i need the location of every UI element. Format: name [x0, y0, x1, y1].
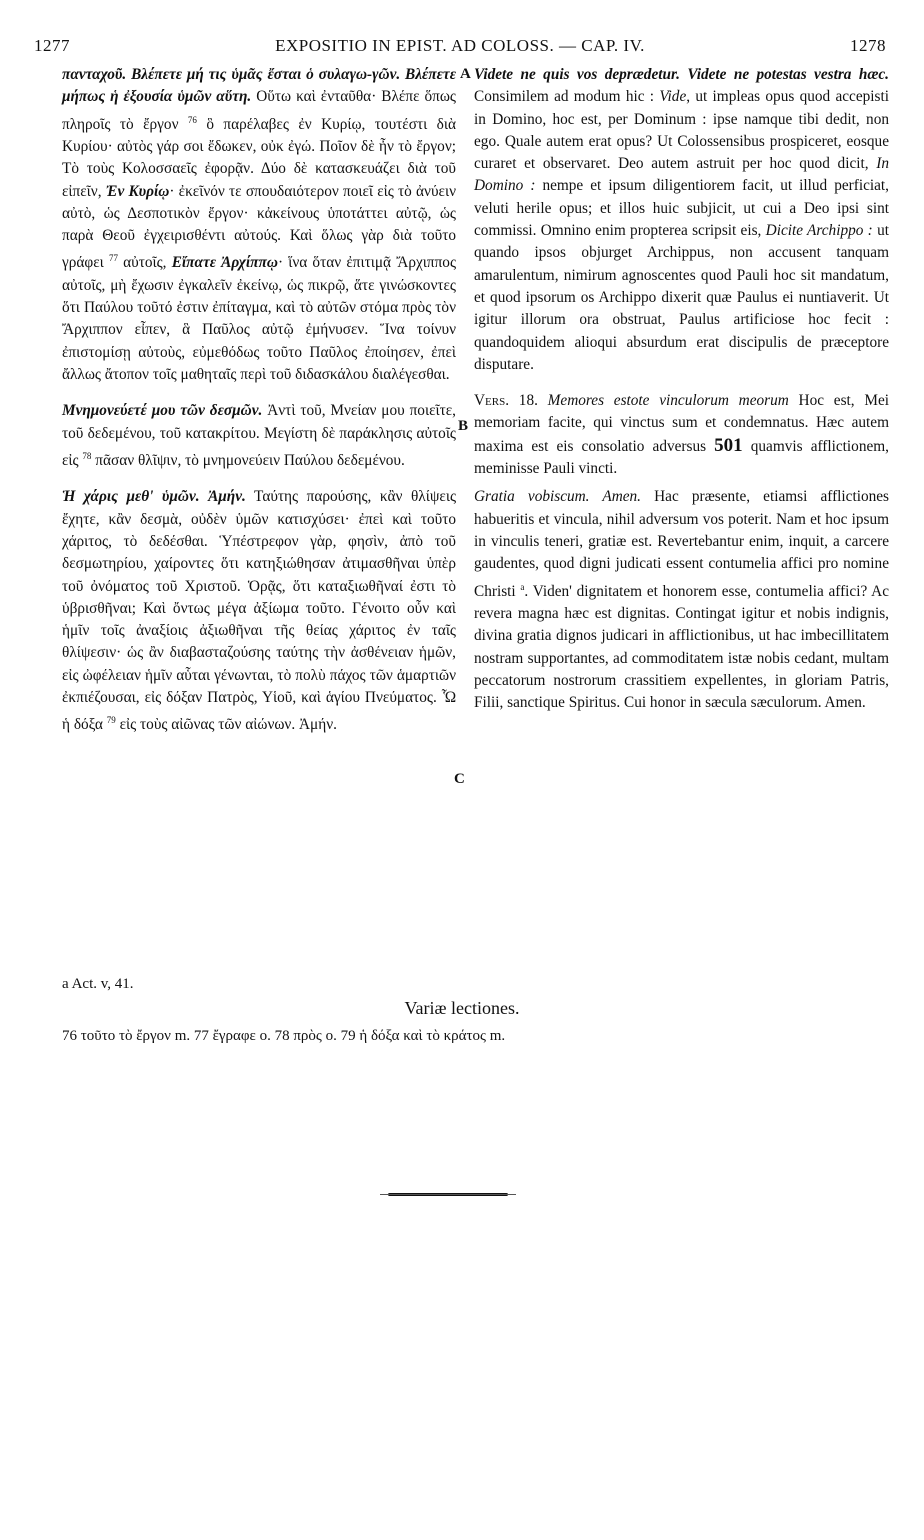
text-run: Ἐν Κυρίῳ	[105, 182, 170, 200]
text-run: Gratia vobiscum. Amen.	[474, 488, 641, 506]
margin-marker-c: C	[454, 771, 465, 787]
text-run: Vers. 18.	[474, 392, 538, 410]
latin-column	[474, 64, 889, 714]
text-run: · ἐκεῖνόν τε σπουδαιότερον ποιεῖ εἰς τὸ ἀνύειν αὐτὸ, ὡς Δεσποτικὸν ἔργον· κἀκείνους ὑποτάττει αὐτῷ, ὡς παρὰ Θεοῦ ἐγχειρισθέντι αὐτούς. Καὶ ὅλως γὰρ διὰ τοῦτο γράφει	[62, 182, 456, 272]
text-run: Hoc est, Mei memoriam facite, qui vinctus sum et condemnatus. Hæc autem maxima est eis consolatio adversus	[474, 392, 889, 455]
page-number-left: 1277	[34, 36, 70, 55]
text-run: . Viden' dignitatem et honorem esse, contumelia affici? Ac revera magna hæc est dignitas. Contingat igitur et nobis indignis, divina gratia dignos judicari in afflictionibus, ut hac imbecillitatem nostram supportantes, ad commoditatem istæ nobis cedant, multam peccatorum nostrorum crassitiem expellentes, in gloriam Patris, Filii, sanctique Spiritus. Cui honor in sæcula sæculorum. Amen.	[474, 582, 889, 712]
latin-paragraph-2	[474, 390, 889, 480]
text-run: a	[520, 581, 525, 592]
text-run: Memores estote vinculorum meorum	[537, 392, 789, 410]
text-run: 78	[82, 450, 92, 461]
latin-paragraph-1	[474, 64, 889, 376]
page-header	[34, 36, 886, 60]
text-run: nempe et ipsum diligentiorem facit, ut illud perficiat, veluti herile opus; et illos huic subjicit, ut cui a Deo ipsi sint commissi. Omnino enim propterea scripsit eis,	[474, 177, 889, 240]
text-run: 77	[108, 253, 118, 264]
text-run: , ut impleas opus quod accepisti in Domino, hoc est, per Dominum : ipse namque tibi dedit, non ego. Quale autem erat opus? Ut Colossensibus prospiceret, eosque curaret et observaret. Deo autem astruit per hoc quod dicit,	[474, 88, 889, 173]
text-run: πανταχοῦ. Βλέπετε μή τις ὑμᾶς ἔσται ὁ συλαγω-	[62, 66, 373, 83]
variae-lectiones-text: 76 τοῦτο τὸ ἔργον m. 77 ἔγραφε o. 78 πρὸς o. 79 ἡ δόξα καὶ τὸ κράτος m.	[62, 1028, 506, 1044]
text-run: Ἀντὶ τοῦ, Μνείαν μου ποιεῖτε, τοῦ δεδεμένου, τοῦ κατακρίτου. Μεγίστη δὲ παράκλησις αὐτοῖς εἰς	[62, 402, 457, 470]
page-number-right: 1278	[850, 36, 886, 55]
text-run: Μνημονεύετέ μου τῶν δεσμῶν.	[62, 402, 263, 420]
text-run: ὃ παρέλαβες ἐν Κυρίῳ, τουτέστι διὰ Κυρίου· αὐτὸς γάρ σοι ἔδωκεν, οὐκ ἐγώ. Ποῖον δὲ ἦν τὸ ἔργον; Τὸ τοὺς Κολοσσαεῖς ἐφορᾷν. Δύο δὲ κατασκευάζει διὰ τοῦ εἰπεῖν,	[62, 115, 456, 200]
text-run: γῶν. Βλέπετε μήπως ἡ ἐξουσία ὑμῶν αὕτη.	[62, 66, 456, 106]
text-run: Dicite Archippo :	[765, 222, 873, 240]
text-run: 79	[106, 715, 116, 726]
text-run: Videte ne quis vos deprædetur. Videte ne potestas vestra hæc.	[474, 66, 889, 83]
greek-paragraph-2	[62, 400, 456, 472]
text-run: Εἴπατε Ἀρχίππῳ	[171, 254, 278, 272]
running-title: EXPOSITIO IN EPIST. AD COLOSS. — CAP. IV.	[275, 36, 645, 55]
text-run: quamvis afflictionem, meminisse Pauli vincti.	[474, 437, 889, 478]
text-run: 501	[714, 434, 743, 456]
text-run: Ταύτης παρούσης, κἂν θλίψεις ἔχητε, κἂν δεσμὰ, οὐδὲν ὑμῶν κατισχύσει· ἐπεὶ καὶ τοῦτο χάριτος, τὸ δεδέσθαι. Ὑπέστρεφον γὰρ, φησὶν, ἀπὸ τοῦ δεσμωτηρίου, χαίροντες ὅτι κατηξιώθησαν ἀτιμασθῆναι ὑπὲρ τοῦ ὀνόματος τοῦ Χριστοῦ. Ὁρᾷς, ὅτι καταξιωθῆναί ἐστι τὸ ὑβρισθῆναι; Καὶ ὄντως μέγα ἀξίωμα τοῦτο. Γένοιτο οὖν καὶ ἡμῖν τοῖς ἀναξίοις ἀξιωθῆναι τῆς θείας χάριτος ἐν ταῖς θλίψεσιν· ὡς ἂν διαβασταζούσης ταύτης τὴν ἀσθένειαν ἡμῶν, εἰς ὠφέλειαν ἡμῖν αὗται γένωνται, τὸ πολὺ πάχος τῶν ἁμαρτιῶν ἐκπιέζουσαι, εἰς δόξαν Πατρὸς, Υἱοῦ, καὶ ἁγίου Πνεύματος. Ὧ ἡ δόξα	[62, 488, 457, 734]
margin-marker-a: A	[460, 66, 471, 82]
footnote: a Act. v, 41.	[62, 976, 134, 992]
text-run: αὐτοῖς,	[117, 254, 172, 272]
text-run: Hac præsente, etiamsi afflictiones habueritis et vincula, nihil adversum vos poterit. Nam et hoc ipsum in vinculis teneri, gratiæ est. Revertebantur enim, inquit, a carcere gaudentes, quod digni judicati essent contumelia affici pro nomine Christi	[474, 488, 889, 600]
decorative-rule	[388, 1193, 508, 1196]
variae-lectiones-title: Variæ lectiones.	[404, 998, 520, 1018]
text-run: εἰς τοὺς αἰῶνας τῶν αἰώνων. Ἀμήν.	[115, 716, 337, 734]
text-run: Οὕτω καὶ ἐνταῦθα· Βλέπε ὅπως πληροῖς τὸ ἔργον	[62, 88, 456, 133]
latin-paragraph-3	[474, 486, 889, 714]
text-run: ut quando ipsos objurget Archippus, non accusent tanquam amarulentum, nimirum agnoscentes quod Pauli hoc sit mandatum, et quod ipsorum os Archippo dixerit quæ Paulus ei nuntiaverit. Ut igitur illorum ora obstruat, Paulus artificiose hoc fecit : quandoquidem alioqui absurdum erat discipulis de præceptore disputare.	[474, 222, 889, 373]
text-run: Vide	[659, 88, 687, 106]
greek-column	[62, 64, 456, 737]
greek-paragraph-3	[62, 486, 456, 736]
text-run: Ἡ χάρις μεθ' ὑμῶν. Ἀμήν.	[62, 488, 246, 506]
text-run: 76	[187, 114, 197, 125]
greek-paragraph-1	[62, 64, 456, 386]
text-run: πᾶσαν θλῖψιν, τὸ μνημονεύειν Παύλου δεδεμένου.	[91, 452, 405, 470]
margin-marker-b: B	[458, 418, 469, 434]
text-run: Consimilem ad modum hic :	[474, 88, 660, 106]
text-run: In Domino :	[474, 155, 889, 195]
text-run: · ἵνα ὅταν ἐπιτιμᾷ Ἄρχιππος αὐτοῖς, μὴ ἔχωσιν ἐγκαλεῖν ἐκείνῳ, ὡς πικρῷ, ἅτε γινώσκοντες ὅτι Παύλου τοῦτό ἐστιν ἐπίταγμα, καὶ τὸ αὐτῶν στόμα πρὸς τὸν Ἄρχιππον εἶπεν, ἃ Παῦλος αὐτῷ ἐμήνυσεν. Ἵνα τοίνυν ἐπιστομίσῃ αὐτοὺς, εὐμεθόδως τοῦτο Παῦλος ἐποίησεν, ἐπεὶ ἄλλως ἄτοπον τοῖς μαθηταῖς περὶ τοῦ διδασκάλου διαλέγεσθαι.	[62, 254, 457, 384]
